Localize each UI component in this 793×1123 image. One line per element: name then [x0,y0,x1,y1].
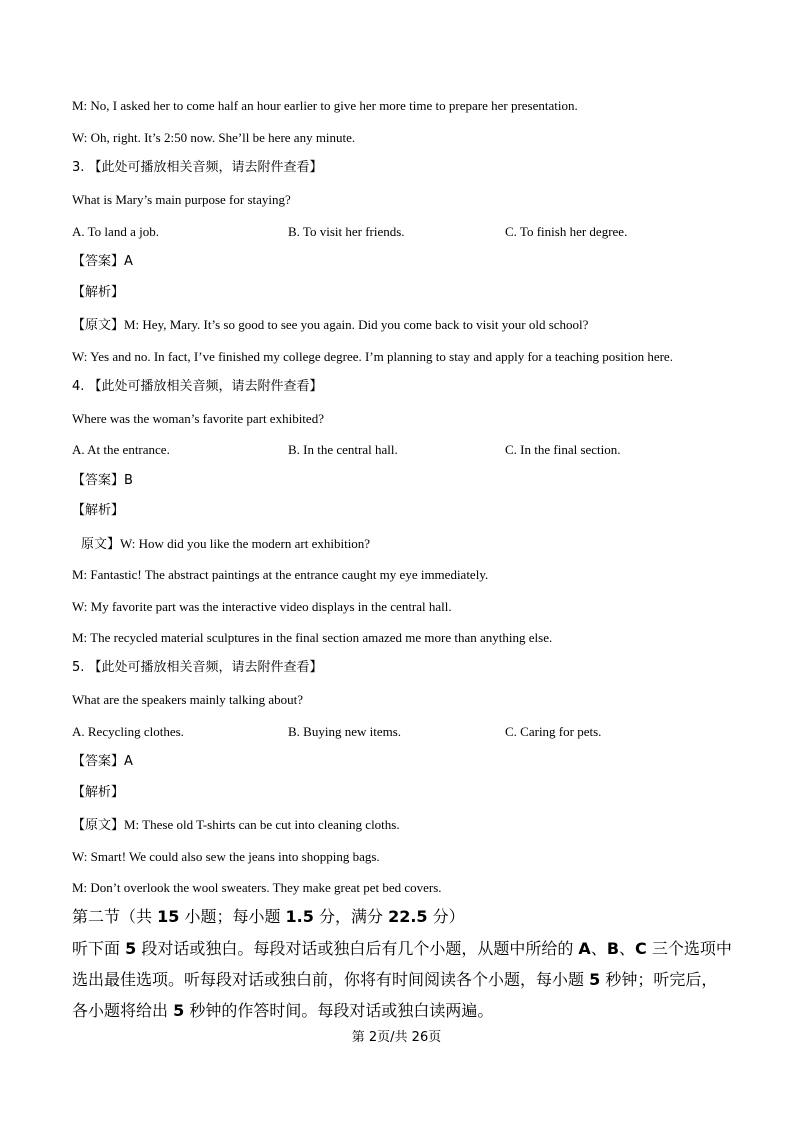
answer-label: 【答案】A [72,254,133,269]
question-3-stem: What is Mary’s main purpose for staying? [72,192,291,207]
transcript-line: M: Fantastic! The abstract paintings at the entrance caught my eye immediately. [72,567,489,582]
dialogue-line: W: Oh, right. It’s 2:50 now. She’ll be here any minute. [72,130,356,145]
option-b: B. In the central hall. [288,442,398,457]
transcript-line: M: The recycled material sculptures in the final section amazed me more than anything else. [72,630,553,645]
question-5-audio-prompt: 5. 【此处可播放相关音频，请去附件查看】 [72,660,323,675]
transcript-line: 【原文】M: These old T-shirts can be cut into cleaning cloths. [72,817,400,832]
option-c: C. Caring for pets. [505,724,602,739]
question-5-options [72,724,772,740]
transcript-line: W: Smart! We could also sew the jeans into shopping bags. [72,849,380,864]
transcript-line: 【原文】M: Hey, Mary. It’s so good to see you again. Did you come back to visit your old school? [72,317,589,332]
option-a: A. To land a job. [72,224,159,239]
section-instructions: 各小题将给出 5 秒钟的作答时间。每段对话或独白读两遍。 [72,1001,494,1020]
option-c: C. In the final section. [505,442,621,457]
question-3-options [72,224,772,240]
section-instructions: 选出最佳选项。听每段对话或独白前，你将有时间阅读各个小题，每小题 5 秒钟；听完后， [72,970,718,989]
transcript-line: W: My favorite part was the interactive video displays in the central hall. [72,599,452,614]
transcript-line: M: Don’t overlook the wool sweaters. They make great pet bed covers. [72,880,442,895]
analysis-label: 【解析】 [72,785,125,800]
answer-label: 【答案】A [72,754,133,769]
question-3-audio-prompt: 3. 【此处可播放相关音频，请去附件查看】 [72,160,323,175]
answer-label: 【答案】B [72,473,133,488]
analysis-label: 【解析】 [72,503,125,518]
page-number-footer: 第 2页/共 26页 [351,1030,442,1045]
section-instructions: 听下面 5 段对话或独白。每段对话或独白后有几个小题，从题中所给的 A、B、C 三个选项中 [72,939,732,958]
section-heading: 第二节（共 15 小题；每小题 1.5 分，满分 22.5 分） [72,907,465,926]
question-4-stem: Where was the woman’s favorite part exhibited? [72,411,324,426]
option-a: A. At the entrance. [72,442,170,457]
option-b: B. To visit her friends. [288,224,405,239]
question-5-stem: What are the speakers mainly talking about? [72,692,304,707]
question-4-audio-prompt: 4. 【此处可播放相关音频，请去附件查看】 [72,379,323,394]
dialogue-line: M: No, I asked her to come half an hour earlier to give her more time to prepare her presentation. [72,98,578,113]
question-4-options [72,442,772,458]
option-c: C. To finish her degree. [505,224,628,239]
transcript-line: W: Yes and no. In fact, I’ve finished my college degree. I’m planning to stay and apply for a teaching position here. [72,349,673,364]
option-a: A. Recycling clothes. [72,724,184,739]
option-b: B. Buying new items. [288,724,402,739]
analysis-label: 【解析】 [72,285,125,300]
transcript-line: 原文】W: How did you like the modern art exhibition? [81,536,371,551]
